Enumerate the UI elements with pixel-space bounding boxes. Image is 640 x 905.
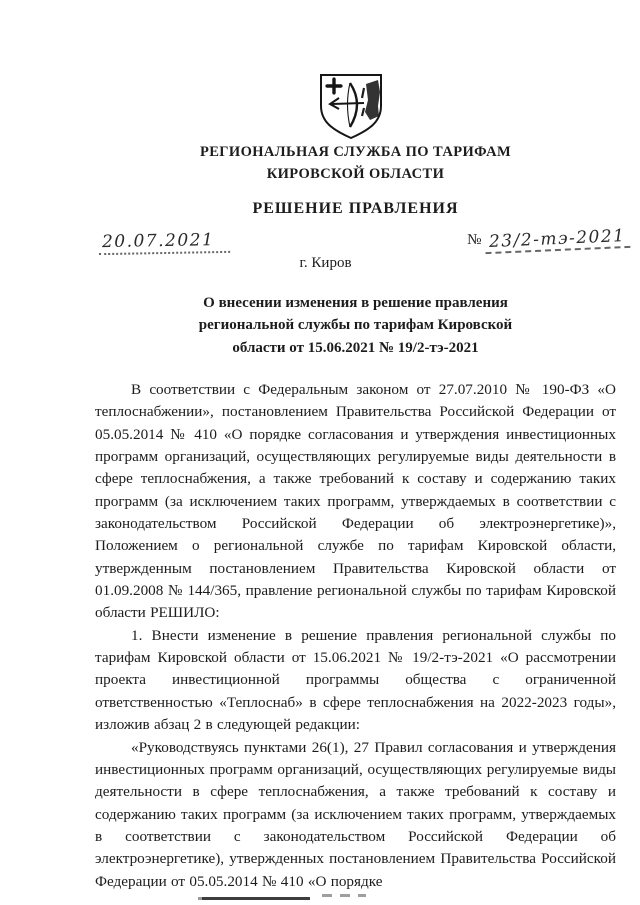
number-sign-label: № bbox=[467, 232, 482, 248]
number-handwritten: 23/2-тэ-2021 bbox=[485, 226, 630, 254]
document-title bbox=[95, 292, 616, 359]
body-paragraph-quote: «Руководствуясь пунктами 26(1), 27 Правил согласования и утверждения инвестиционных программ организаций, осуществляющих регулируемые виды деятельности в сфере теплоснабжения, а также требований к составу и содержанию таких программ (за исключением таких программ, утверждаемых в соответствии с законодательством Российской Федерации об электроэнергетике), утвержденных постановлением Правительства Российской Федерации от 05.05.2014 № 410 «О порядке bbox=[95, 738, 616, 890]
scan-artifact-line bbox=[202, 897, 310, 900]
document-body bbox=[95, 379, 616, 893]
date-handwritten: 20.07.2021 bbox=[99, 230, 231, 255]
requisites-row bbox=[95, 226, 627, 257]
document-type-heading: РЕШЕНИЕ ПРАВЛЕНИЯ bbox=[252, 200, 459, 217]
document-title-line1: О внесении изменения в решение правления bbox=[203, 295, 508, 311]
kirov-oblast-coat-of-arms-icon bbox=[312, 72, 390, 142]
document-title-line2: региональной службы по тарифам Кировской bbox=[198, 317, 513, 334]
document-title-line3: области от 15.06.2021 № 19/2-тэ-2021 bbox=[232, 339, 479, 356]
org-name-line2: КИРОВСКОЙ ОБЛАСТИ bbox=[266, 166, 445, 182]
city-label: г. Киров bbox=[299, 255, 352, 271]
body-paragraph-preamble: В соответствии с Федеральным законом от 27.07.2010 № 190-ФЗ «О теплоснабжении», постановлением Правительства Российской Федерации от 05.05.2014 № 410 «О порядке согласования и утверждения инвестиционных программ организаций, осуществляющих регулируемые виды деятельности в сфере теплоснабжения, а также требований к составу и содержанию таких программ (за исключением таких программ, утверждаемых в соответствии с законодательством Российской Федерации об электроэнергетике)», Положением о региональной службе по тарифам Кировской области, утвержденным постановлением Правительства Кировской области от 01.09.2008 № 144/365, правление региональной службы по тарифам Кировской области РЕШИЛО: bbox=[95, 381, 616, 622]
scan-artifact-dashes bbox=[322, 894, 366, 897]
number-block bbox=[467, 226, 630, 252]
body-paragraph-item1: 1. Внести изменение в решение правления региональной службы по тарифам Кировской области от 15.06.2021 № 19/2-тэ-2021 «О рассмотрении проекта инвестиционной программы общества с ограниченной ответственностью «Теплоснаб» в сфере теплоснабжения на 2022-2023 годы», изложив абзац 2 в следующей редакции: bbox=[95, 626, 616, 734]
org-name-line1: РЕГИОНАЛЬНАЯ СЛУЖБА ПО ТАРИФАМ bbox=[199, 144, 512, 160]
